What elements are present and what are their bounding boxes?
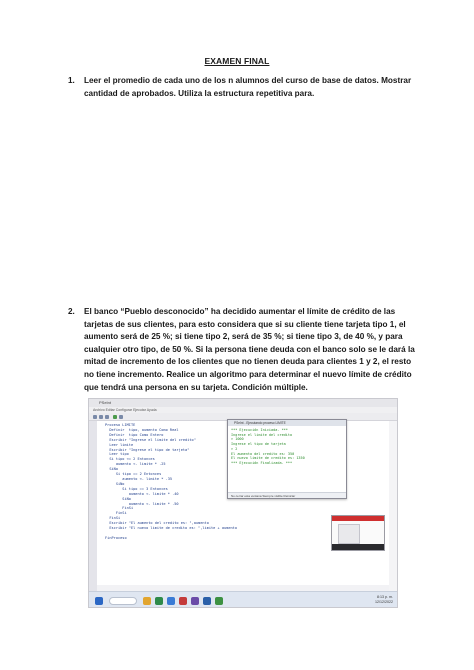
code-line: Escribir "Ingrese el limite del credito" — [105, 437, 196, 442]
code-line: FinSi — [105, 516, 121, 521]
console-line: Ingrese el limite del credito — [231, 432, 293, 437]
code-line: FinSi — [105, 506, 134, 511]
console-line: *** Ejecución Finalizada. *** — [231, 460, 293, 465]
question-text: El banco “Pueblo desconocido” ha decidido aumentar el límite de crédito de las tarjetas de sus clientes, para esto considera que si su cliente tiene tarjeta tipo 1, el aumento será de 25 %; si tiene tipo 2, será de 35 %; si tiene tipo 3, de 40 %, y para cualquier otro tipo, de 50 %. Si la persona tiene deuda con el banco solo se le dará la mitad de incremento de los clientes que no tienen deuda para clientes 1 y 2, el resto no tiene incremento. Realice un algoritmo para determinar el nuevo límite de crédito que tendrá una persona en su tarjeta. Condición múltiple. — [84, 307, 415, 392]
code-line: Escribir "El nuevo limite de credito es: ",limite + aumento — [105, 526, 237, 531]
console-window — [227, 419, 347, 499]
console-line: > 2 — [231, 446, 238, 451]
console-line: > 1000 — [231, 437, 244, 442]
console-line: *** Ejecución Iniciada. *** — [231, 428, 288, 432]
console-footer: No cerrar esta ventana Siempre visible Reiniciar — [228, 492, 346, 498]
code-line: Si tipo == 3 Entonces — [105, 486, 168, 491]
code-line: Leer tipo — [105, 452, 129, 457]
app-icon — [155, 597, 163, 605]
document-title: EXAMEN FINAL — [204, 56, 270, 66]
teams-icon — [191, 597, 199, 605]
code-line: SiNo — [105, 481, 125, 486]
code-line: Si tipo <= 2 Entonces — [105, 457, 155, 462]
code-line: Escribir "El aumento del credito es: ",aumento — [105, 521, 209, 526]
console-line: El aumento del credito es: 350 — [231, 451, 295, 456]
step-icon — [119, 415, 123, 419]
code-line: Proceso LIMITE — [105, 423, 136, 427]
save-file-icon — [105, 415, 109, 419]
taskbar-search — [109, 597, 137, 605]
console-line: Ingrese el tipo de tarjeta — [231, 442, 286, 447]
new-file-icon — [93, 415, 97, 419]
code-line: aumento <- limite * .35 — [105, 476, 173, 481]
code-line: SiNo — [105, 467, 118, 472]
office-icon — [179, 597, 187, 605]
code-line: Leer limite — [105, 442, 134, 447]
code-line: aumento <- limite * .25 — [105, 462, 166, 467]
thumbnail-content — [338, 524, 360, 544]
word-icon — [203, 597, 211, 605]
code-line: Definir tipo, aumento Como Real — [105, 427, 179, 432]
clock-time: 8:13 p. m. — [377, 595, 393, 599]
question-text: Leer el promedio de cada uno de los n alumnos del curso de base de datos. Mostrar cantidad de aprobados. Utiliza la estructura repetitiva para. — [84, 76, 412, 98]
code-line: FinProceso — [105, 535, 127, 540]
code-line: SiNo — [105, 496, 131, 501]
pseint-icon — [215, 597, 223, 605]
windows-taskbar — [89, 591, 397, 608]
clock-date: 12/12/2022 — [375, 600, 393, 604]
editor-gutter — [89, 421, 97, 591]
start-icon — [95, 597, 103, 605]
code-line: Definir tipo Como Entero — [105, 432, 164, 437]
question-number: 1. — [68, 76, 75, 85]
console-line: El nuevo limite de credito es: 1350 — [231, 456, 305, 461]
app-titlebar: PSeInt — [89, 399, 397, 407]
taskbar-clock — [375, 595, 393, 605]
preview-thumbnail — [331, 515, 385, 551]
code-line: aumento <- limite * .50 — [105, 501, 179, 506]
open-file-icon — [99, 415, 103, 419]
code-line: aumento <- limite * .40 — [105, 491, 179, 496]
edge-icon — [167, 597, 175, 605]
console-title: PSeInt - Ejecutando proceso LIMITE — [228, 420, 346, 426]
app-menubar: Archivo Editar Configurar Ejecutar Ayuda — [89, 407, 397, 413]
run-icon — [113, 415, 117, 419]
explorer-icon — [143, 597, 151, 605]
code-line: Si tipo == 2 Entonces — [105, 472, 162, 477]
thumbnail-header — [332, 516, 384, 521]
code-listing — [105, 423, 237, 541]
thumbnail-footer — [332, 544, 384, 550]
embedded-screenshot — [88, 398, 398, 608]
question-number: 2. — [68, 307, 75, 316]
console-output — [228, 426, 346, 468]
code-line: FinSi — [105, 511, 127, 516]
code-line: Escribir "Ingrese el tipo de tarjeta" — [105, 447, 190, 452]
